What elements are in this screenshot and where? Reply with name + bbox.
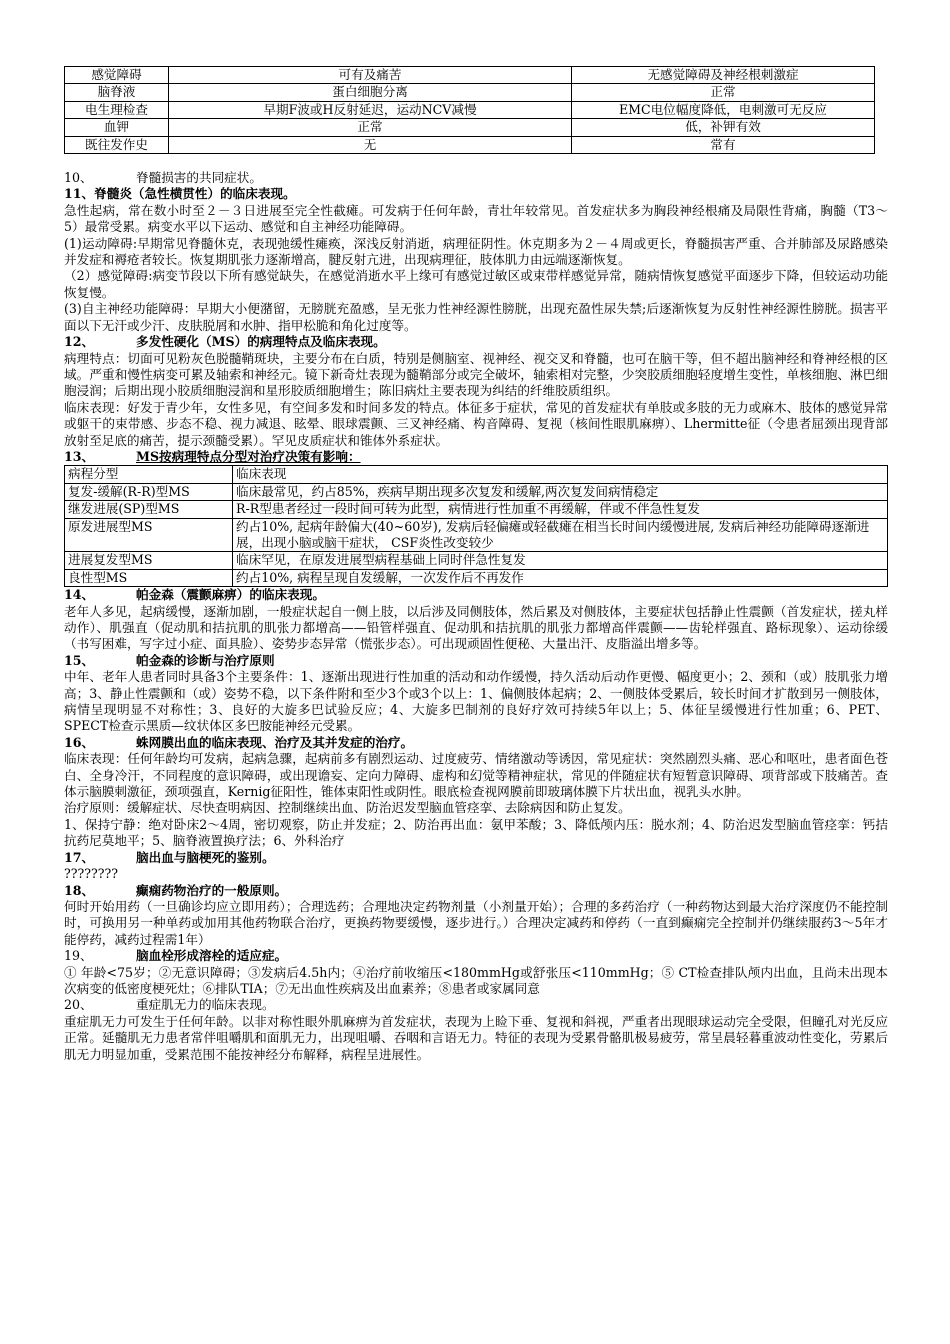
paragraph: 中年、老年人患者同时具备3个主要条件：1、逐渐出现进行性加重的活动和动作缓慢，持久活动后动作更慢、幅度更小；2、颈和（或）肢肌张力增高；3、静止性震颤和（或）姿势不稳，以下条件附和至少3个或3个以上：1、偏侧肢体起病；2、一侧肢体受累后，较长时间才扩散到另一侧肢体，病情呈现明显不对称性；3、良好的大旋多巴试验反应；4、大旋多巴制剂的良好疗效可持续5年以上；5、体征呈缓慢进行性加重；6、PET、SPECT检查示黑质—纹状体区多巴胺能神经元受累。 bbox=[64, 669, 888, 734]
table-header-cell: 临床表现 bbox=[233, 466, 888, 483]
section-number: 13、 bbox=[64, 448, 95, 464]
table-cell: 脑脊液 bbox=[65, 84, 169, 101]
table-row bbox=[65, 136, 875, 153]
table-cell: 原发进展型MS bbox=[65, 518, 233, 552]
table-row bbox=[65, 84, 875, 101]
table-cell: 继发进展(SP)型MS bbox=[65, 501, 233, 518]
section-heading bbox=[64, 170, 888, 186]
table-cell: 正常 bbox=[572, 84, 875, 101]
paragraph: 治疗原则：缓解症状、尽快查明病因、控制继续出血、防治迟发型脑血管痉挛、去除病因和防止复发。 bbox=[64, 800, 631, 816]
section-number: 11、 bbox=[64, 186, 95, 202]
paragraph: 何时开始用药（一旦确诊均应立即用药）；合理选药；合理地决定药物剂量（小剂量开始）；合理的多药治疗（一种药物达到最大治疗深度仍不能控制时，可换用另一种单药或加用其他药物联合治疗，更换药物要缓慢，逐步进行。）合理决定减药和停药（一直到癫痫完全控制并仍继续服药3～5年才能停药，减药过程需1年） bbox=[64, 898, 888, 947]
section-number: 16、 bbox=[64, 734, 95, 750]
paragraph: 病理特点：切面可见粉灰色脱髓鞘斑块，主要分布在白质，特别是侧脑室、视神经、视交叉和脊髓，也可在脑干等，但不超出脑神经和脊神经根的区域。严重和慢性病变可累及轴索和神经元。镜下新奇灶表现为髓鞘部分或完全破坏，轴索相对完整，少突胶质细胞轻度增生变性，单核细胞、淋巴细胞浸润；后期出现小胶质细胞浸润和星形胶质细胞增生；陈旧病灶主要表现为纠结的纤维胶质组织。 bbox=[64, 350, 888, 399]
table-cell: 感觉障碍 bbox=[65, 67, 169, 84]
paragraph: （2）感觉障碍:病变节段以下所有感觉缺失，在感觉消逝水平上缘可有感觉过敏区或束带样感觉异常，随病情恢复感觉平面逐步下降，但较运动功能恢复慢。 bbox=[64, 268, 888, 300]
paragraph: 急性起病，常在数小时至２－３日进展至完全性截瘫。可发病于任何年龄，青壮年较常见。首发症状多为胸段神经根痛及局限性背痛，胸髓（T3～5）最常受累。病变水平以下运动、感觉和自主神经功能障碍。 bbox=[64, 202, 888, 235]
table-row bbox=[65, 569, 888, 586]
table-cell: 可有及痛苦 bbox=[169, 67, 572, 84]
table-row bbox=[65, 552, 888, 569]
paragraph: 老年人多见，起病缓慢，逐渐加剧，一般症状起自一侧上肢，以后涉及同侧肢体，然后累及对侧肢体，主要症状包括静止性震颤（首发症状，搓丸样动作）、肌强直（促动肌和拮抗肌的肌张力都增高——铅管样强直、促动肌和拮抗肌的肌张力都增高伴震颤——齿轮样强直、路标现象）、运动徐缓（书写困难，写字过小症、面具脸）、姿势步态异常（慌张步态）。可出现顽固性便秘、大量出汗、皮脂溢出增多等。 bbox=[64, 603, 888, 652]
table-row bbox=[65, 119, 875, 136]
table-row bbox=[65, 483, 888, 500]
table-cell: 进展复发型MS bbox=[65, 552, 233, 569]
section-title: 帕金森的诊断与治疗原则 bbox=[136, 652, 275, 668]
document-page bbox=[64, 66, 888, 1063]
table-cell: 电生理检查 bbox=[65, 101, 169, 118]
table-header-row bbox=[65, 466, 888, 483]
paragraph: 临床表现：好发于青少年，女性多见，有空间多发和时间多发的特点。体征多于症状，常见的首发症状有单肢或多肢的无力或麻木、肢体的感觉异常或躯干的束带感、步态不稳、视力减退、眩晕、眼球震颤、三叉神经痛、构音障碍、复视（核间性眼肌麻痹）、Lhermitte征（令患者屈颈出现背部放射至足底的痛苦，提示颈髓受累）。罕见皮质症状和锥体外系症状。 bbox=[64, 399, 888, 448]
paragraph: 重症肌无力可发生于任何年龄。以非对称性眼外肌麻痹为首发症状，表现为上睑下垂、复视和斜视，严重者出现眼球运动完全受限，但瞳孔对光反应正常。延髓肌无力患者常伴咀嚼肌和面肌无力，出现咀嚼、吞咽和言语无力。特征的表现为受累骨骼肌极易疲劳，常呈晨轻暮重波动性变化，劳累后肌无力明显加重，受累范围不能按神经分布解释，病程呈进展性。 bbox=[64, 1013, 888, 1062]
table-cell: 低，补钾有效 bbox=[572, 119, 875, 136]
section-title: 脊髓炎（急性横贯性）的临床表现。 bbox=[94, 186, 296, 202]
section-title: 多发性硬化（MS）的病理特点及临床表现。 bbox=[136, 334, 386, 350]
ms-type-table bbox=[64, 465, 888, 587]
table-cell: 约占10%, 病程呈现自发缓解，一次发作后不再发作 bbox=[233, 569, 888, 586]
section-title: MS按病理特点分型对治疗决策有影响： bbox=[136, 448, 361, 464]
table-cell: 良性型MS bbox=[65, 569, 233, 586]
paragraph: 临床表现：任何年龄均可发病，起病急骤，起病前多有剧烈运动、过度疲劳、情绪激动等诱因，常见症状：突然剧烈头痛、恶心和呕吐，患者面色苍白、全身冷汗，不同程度的意识障碍，或出现谵妄、定向力障碍、虚构和幻觉等精神症状，常见的伴随症状有短暂意识障碍、项背部或下肢痛苦。查体示脑膜刺激征，颈项强直，Kernig征阳性，锥体束阳性或阴性。眼底检查视网膜前即玻璃体膜下片状出血，视乳头水肿。 bbox=[64, 751, 888, 800]
table-cell: R-R型患者经过一段时间可转为此型，病情进行性加重不再缓解，伴或不伴急性复发 bbox=[233, 501, 888, 518]
table-cell: 早期F波或H反射延迟，运动NCV减慢 bbox=[169, 101, 572, 118]
section-title: 帕金森（震颤麻痹）的临床表现。 bbox=[136, 587, 325, 603]
table-cell: 既往发作史 bbox=[65, 136, 169, 153]
section-heading bbox=[64, 883, 888, 899]
section-number: 15、 bbox=[64, 652, 95, 668]
paragraph: (3)自主神经功能障碍：早期大小便潴留，无膀胱充盈感，呈无张力性神经源性膀胱，出现充盈性尿失禁;后逐渐恢复为反射性神经源性膀胱。损害平面以下无汗或少汗、皮肤脱屑和水肿、指甲松脆和角化过度等。 bbox=[64, 301, 888, 333]
table-cell: 无 bbox=[169, 136, 572, 153]
comparison-table bbox=[64, 66, 875, 154]
section-heading bbox=[64, 334, 888, 350]
table-header-cell: 病程分型 bbox=[65, 466, 233, 483]
table-cell: 正常 bbox=[169, 119, 572, 136]
table-row bbox=[65, 518, 888, 552]
table-row bbox=[65, 101, 875, 118]
section-title: 癫痫药物治疗的一般原则。 bbox=[136, 882, 288, 898]
section-heading bbox=[64, 997, 888, 1013]
section-heading bbox=[64, 735, 888, 751]
section-number: 19、 bbox=[64, 948, 93, 964]
section-title: 脑出血与脑梗死的鉴别。 bbox=[136, 849, 275, 865]
section-title: 脊髓损害的共同症状。 bbox=[136, 170, 262, 186]
section-heading bbox=[64, 449, 888, 465]
table-cell: 血钾 bbox=[65, 119, 169, 136]
section-number: 14、 bbox=[64, 587, 95, 603]
section-heading bbox=[64, 587, 888, 603]
table-cell: 约占10%, 起病年龄偏大(40~60岁), 发病后轻偏瘫或轻截瘫在相当长时间内缓慢进展, 发病后神经功能障碍逐渐进展，出现小脑或脑干症状， CSF炎性改变较少 bbox=[233, 518, 888, 552]
table-cell: 临床最常见，约占85%，疾病早期出现多次复发和缓解,两次复发间病情稳定 bbox=[233, 483, 888, 500]
section-number: 20、 bbox=[64, 997, 93, 1013]
section-heading bbox=[64, 186, 888, 202]
section-title: 重症肌无力的临床表现。 bbox=[136, 997, 275, 1013]
table-row bbox=[65, 67, 875, 84]
paragraph: 1、保持宁静：绝对卧床2～4周，密切观察，防止并发症；2、防治再出血：氨甲苯酸；3、降低颅内压：脱水剂；4、防治迟发型脑血管痉挛：钙拮抗药尼莫地平；5、脑脊液置换疗法；6、外科治疗 bbox=[64, 816, 888, 849]
section-title: 脑血栓形成溶栓的适应症。 bbox=[136, 948, 288, 964]
table-cell: EMC电位幅度降低，电刺激可无反应 bbox=[572, 101, 875, 118]
paragraph: ① 年龄<75岁；②无意识障碍；③发病后4.5h内；④治疗前收缩压<180mmHg或舒张压<110mmHg；⑤ CT检查排队颅内出血，且尚未出现本次病变的低密度梗死灶；⑥排队TIA；⑦无出血性疾病及出血素养；⑧患者或家属同意 bbox=[64, 964, 888, 996]
table-cell: 无感觉障碍及神经根刺激症 bbox=[572, 67, 875, 84]
paragraph: ???????? bbox=[64, 866, 119, 882]
section-heading bbox=[64, 850, 888, 866]
section-number: 10、 bbox=[64, 170, 93, 186]
table-row bbox=[65, 501, 888, 518]
section-heading bbox=[64, 653, 888, 669]
section-title: 蛛网膜出血的临床表现、治疗及其并发症的治疗。 bbox=[136, 734, 414, 750]
table-cell: 临床罕见，在原发进展型病程基础上同时伴急性复发 bbox=[233, 552, 888, 569]
section-heading bbox=[64, 948, 888, 964]
section-number: 12、 bbox=[64, 334, 95, 350]
section-number: 17、 bbox=[64, 849, 95, 865]
table-cell: 蛋白细胞分离 bbox=[169, 84, 572, 101]
table-cell: 复发-缓解(R-R)型MS bbox=[65, 483, 233, 500]
section-number: 18、 bbox=[64, 882, 95, 898]
paragraph: (1)运动障碍:早期常见脊髓休克，表现弛缓性瘫痪，深浅反射消逝，病理征阴性。休克期多为２－４周或更长，脊髓损害严重、合并肺部及尿路感染并发症和褥疮者较长。恢复期肌张力逐渐增高，腱反射亢进，出现病理征，肢体肌力由远端逐渐恢复。 bbox=[64, 235, 888, 268]
table-cell: 常有 bbox=[572, 136, 875, 153]
